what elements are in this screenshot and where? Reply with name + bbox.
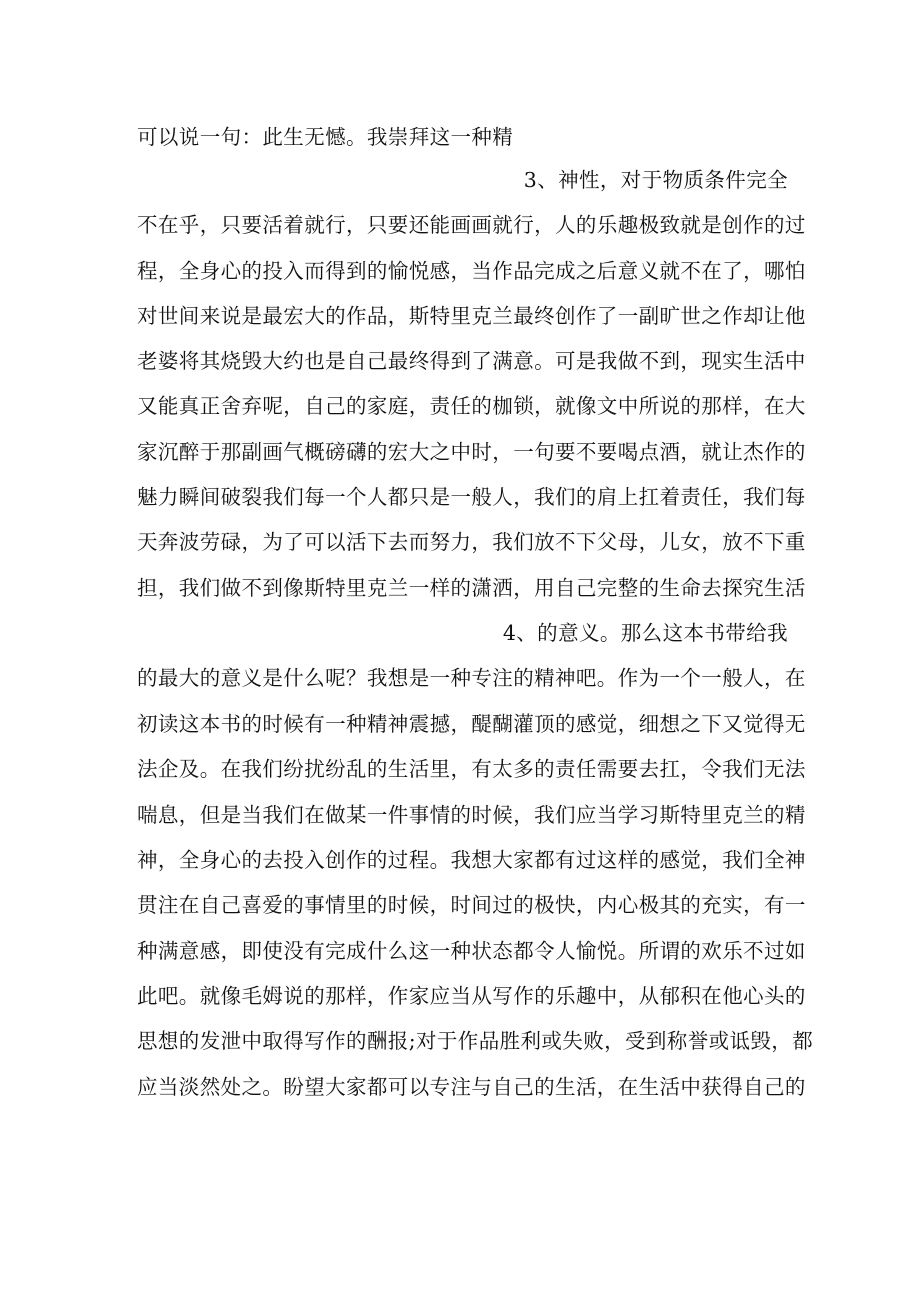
text-line-18: 贯注在自己喜爱的事情里的时候，时间过的极快，内心极其的充实，有一	[137, 893, 806, 917]
text-line-20: 此吧。就像毛姆说的那样，作家应当从写作的乐趣中，从郁积在他心头的	[137, 984, 806, 1008]
text-line-6: 老婆将其烧毁大约也是自己最终得到了满意。可是我做不到，现实生活中	[137, 349, 806, 373]
text-line-11: 担，我们做不到像斯特里克兰一样的潇洒，用自己完整的生命去探究生活	[137, 576, 806, 600]
text-line-7: 又能真正舍弃呢，自己的家庭，责任的枷锁，就像文中所说的那样，在大	[137, 394, 806, 418]
text-line-4: 程，全身心的投入而得到的愉悦感，当作品完成之后意义就不在了，哪怕	[137, 259, 806, 283]
list-item-3: 3、神性，对于物质条件完全	[523, 168, 788, 192]
text-line-19: 种满意感，即使没有完成什么这一种状态都令人愉悦。所谓的欢乐不过如	[137, 939, 806, 963]
text-line-22: 应当淡然处之。盼望大家都可以专注与自己的生活，在生活中获得自己的	[137, 1075, 806, 1099]
text-line-17: 神，全身心的去投入创作的过程。我想大家都有过这样的感觉，我们全神	[137, 848, 806, 872]
text-line-21: 思想的发泄中取得写作的酬报;对于作品胜利或失败，受到称誉或诋毁，都	[137, 1029, 814, 1053]
text-line-8: 家沉醉于那副画气概磅礴的宏大之中时，一句要不要喝点酒，就让杰作的	[137, 440, 806, 464]
text-line-1: 可以说一句：此生无憾。我崇拜这一种精	[137, 125, 514, 149]
text-line-5: 对世间来说是最宏大的作品，斯特里克兰最终创作了一副旷世之作却让他	[137, 304, 806, 328]
list-item-4: 4、的意义。那么这本书带给我	[502, 621, 788, 645]
text-line-9: 魅力瞬间破裂我们每一个人都只是一般人，我们的肩上扛着责任，我们每	[137, 485, 806, 509]
text-line-15: 法企及。在我们纷扰纷乱的生活里，有太多的责任需要去扛，令我们无法	[137, 757, 806, 781]
text-line-13: 的最大的意义是什么呢？我想是一种专注的精神吧。作为一个一般人，在	[137, 666, 806, 690]
text-line-14: 初读这本书的时候有一种精神震撼，醍醐灌顶的感觉，细想之下又觉得无	[137, 712, 806, 736]
text-line-3: 不在乎，只要活着就行，只要还能画画就行，人的乐趣极致就是创作的过	[137, 213, 806, 237]
text-line-16: 喘息，但是当我们在做某一件事情的时候，我们应当学习斯特里克兰的精	[137, 803, 806, 827]
text-line-10: 天奔波劳碌，为了可以活下去而努力，我们放不下父母，儿女，放不下重	[137, 530, 806, 554]
